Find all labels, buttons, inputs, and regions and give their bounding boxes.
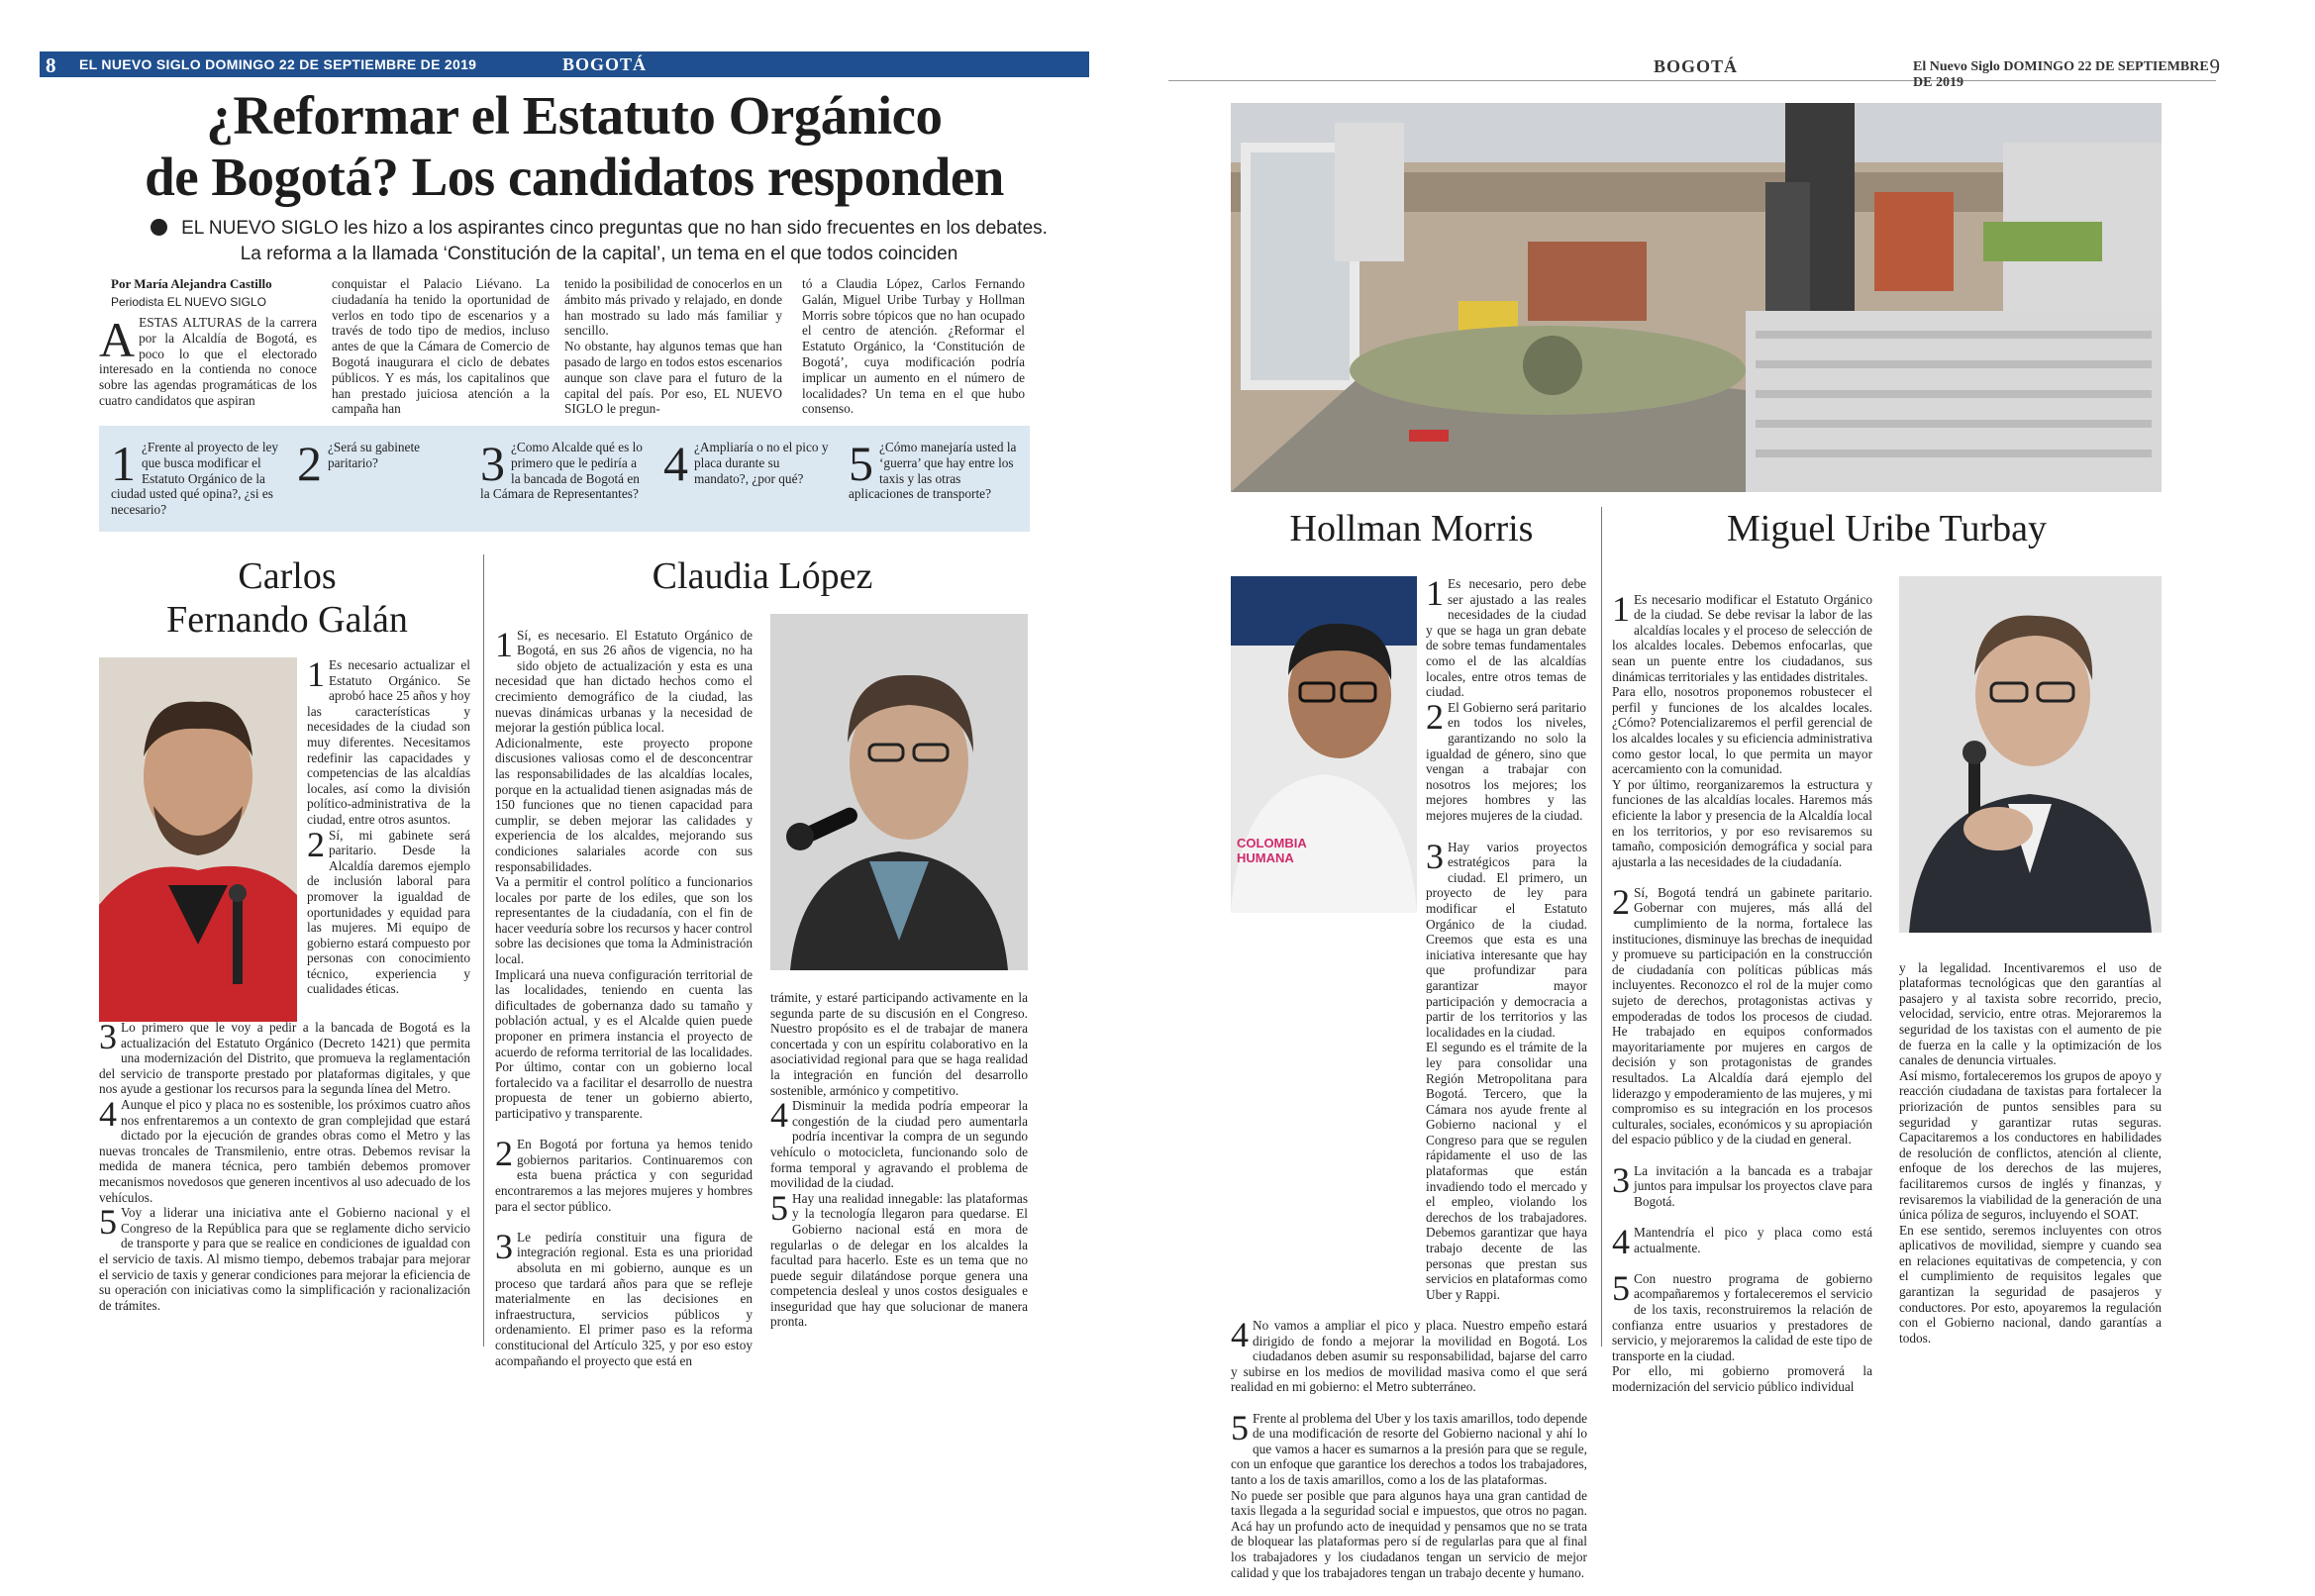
- morris-answer-1: 1 Es necesario, pero debe ser ajustado a las reales necesidades de la ciudad y que se haga un gran debate de sobre temas fundamentales como el de las alcaldías locales, entre otros temas de ciudad.: [1426, 573, 1586, 700]
- morris-answer-5: 5 Frente al problema del Uber y los taxis amarillos, todo depende de una modificación de resorte del Gobierno nacional y ahí lo que vamos a hacer es sumarnos a la presión para que se regule, con un enfoque que garantice los derechos a todos los trabajadores, tanto a los de taxis amarillos, como a los de las plataformas. No puede ser posible que para algunos haya una gran cantidad de taxis llegada a la seguridad social e impuestos, que otros no pagan. Acá hay un profundo acto de inequidad y pensamos que no se trata de bloquear las plataformas pero sí de regularlas para que al final los trabajadores y los ciudadanos tengan un servicio de mejor calidad y que los trabajadores tengan un trabajo decente y humano.: [1231, 1407, 1587, 1580]
- page-number-right: 9: [2209, 54, 2220, 78]
- morris-answer-2: 2 El Gobierno será paritario en todos los niveles, garantizando no solo la igualdad de género, sino que vengan a trabajar con nosotros los mejores; los mejores hombres y las mejores mujeres de la ciudad.: [1426, 696, 1586, 823]
- galan-answers-top: [307, 654, 470, 1022]
- galan-answer-5: 5 Voy a liderar una iniciativa ante el Gobierno nacional y el Congreso de la República para que se reglamente dicho servicio de transporte y para que se realice en condiciones de igualdad con el servicio de taxis. Al mismo tiempo, debemos trabajar para mejorar el servicio de taxis y generar condiciones para mejorar la eficiencia de su operación con iniciativas como la simplificación y racionalización de trámites.: [99, 1202, 470, 1313]
- headline-line-1: ¿Reformar el Estatuto Orgánico: [206, 85, 943, 146]
- intro-column-4: tó a Claudia López, Carlos Fernando Galán, Miguel Uribe Turbay y Hollman Morris sobre tópicos que no han ocupado el centro de atención. ¿Reformar el Estatuto Orgánico, la ‘Constitución de Bogotá’, cuya modificación podría implicar un aumento en el número de localidades? Un tema en el que hubo consenso.: [802, 276, 1025, 417]
- uribe-answers-left: [1612, 576, 1872, 1394]
- lopez-answers-right: [770, 990, 1028, 1347]
- intro-dropcap: A: [99, 312, 136, 367]
- galan-portrait-icon: [99, 657, 297, 1022]
- question-text: ¿Ampliaría o no el pico y placa durante su mandato?, ¿por qué?: [694, 440, 829, 486]
- uribe-photo: [1899, 576, 2162, 933]
- intro-column-1: [99, 312, 317, 417]
- lopez-answer-1: 1 Sí, es necesario. El Estatuto Orgánico de Bogotá, en sus 26 años de vigencia, no ha sido objeto de actualización y esta es una necesidad que han dictado hechos como el crecimiento demográfico de la ciudad, las nuevas dinámicas urbanas y la necesidad de mejorar la gestión pública local. Adicionalmente, este proyecto propone discusiones valiosas como el de desconcentrar las responsabilidades de las alcaldías locales, porque en la actualidad tienen asignadas más de 150 funciones que no tienen capacidad para cumplir, se deben mejorar las calidades y experiencia de los alcaldes, mejorando sus condiciones salariales acorde con sus responsabilidades. Va a permitir el control político a funcionarios locales por parte de los ediles, que son los representantes de la ciudadanía, con el fin de hacer veeduría sobre los recursos y hacer control sobre las decisiones que toma la Administración local. Implicará una nueva configuración territorial de las localidades, teniendo en cuenta las dificultades de gobernanza dado su tamaño y población actual, y es el Alcalde quien puede proponer en primera instancia el proyecto de acuerdo de reforma territorial de las localidades. Por último, contar con un gobierno local fortalecido va a facilitar el desarrollo de nuestra propuesta de tener un gobierno abierto, participativo y transparente.: [495, 624, 753, 1121]
- bogota-aerial-photo: [1231, 103, 2162, 492]
- uribe-answer-5-continued: y la legalidad. Incentivaremos el uso de plataformas tecnológicas que den garantías al pasajero y al taxista sobre recorrido, precio, velocidad, servicio, entre otras. Mejoraremos la seguridad de los taxistas con el aumento de pie de fuerza en la calle y la optimización de los canales de denuncia virtuales. Así mismo, fortaleceremos los grupos de apoyo y reacción ciudadana de taxistas para fortalecer la priorización de puntos sensibles para su seguridad y garantizar rutas seguras. Capacitaremos a los conductores en habilidades de resolución de conflictos, atención al cliente, enfoque de los derechos de las mujeres, facilitaremos cursos de inglés y finanzas, y revisaremos la viabilidad de la generación de una única póliza de seguros, incluyendo el SOAT. En ese sentido, seremos incluyentes con otros aplicativos de movilidad, siempre y cuando sea en relaciones equitativas de competencia, y con el cumplimiento de requisitos legales que garantizan la seguridad de pasajeros y conductores. Por esto, apoyaremos la regulación con el Gobierno nacional, dando garantías a todos.: [1899, 959, 2162, 1346]
- candidate-name-uribe: Miguel Uribe Turbay: [1727, 508, 2047, 549]
- bullet-icon: [151, 219, 167, 236]
- intro-column-2: conquistar el Palacio Liévano. La ciudadanía ha tenido la oportunidad de verlos en todo tipo de escenarios y a través de todo tipo de medios, incluso antes de que la Cámara de Comercio de Bogotá inaugurara el ciclo de debates públicos. Y es más, los capitalinos que han prestado juiciosa atención a la campaña han: [332, 276, 550, 417]
- uribe-answer-5: 5 Con nuestro programa de gobierno acompañaremos y fortaleceremos el servicio de los taxis, reconstruiremos la relación de confianza entre usuarios y prestadores de servicio, y mejoraremos la calidad de este tipo de transporte en la ciudad. Por ello, mi gobierno promoverá la modernización del servicio público individual: [1612, 1267, 1872, 1394]
- subheadline-line-2: La reforma a la llamada ‘Constitución de la capital’, un tema en el que todos coinciden: [240, 244, 958, 264]
- lopez-answer-2: 2 En Bogotá por fortuna ya hemos tenido gobiernos paritarios. Continuaremos con esta buena práctica y con seguridad encontraremos a las mejores mujeres y hombres para el sector público.: [495, 1134, 753, 1214]
- section-name-left: BOGOTÁ: [562, 54, 648, 74]
- galan-answer-1: 1 Es necesario actualizar el Estatuto Orgánico. Se aprobó hace 25 años y hoy las características y necesidades de la ciudad son muy diferentes. Necesitamos redefinir las capacidades y competencias de las alcaldías locales, así como la división político-administrativa de la ciudad, entre otros asuntos.: [307, 654, 470, 827]
- uribe-portrait-icon: [1899, 576, 2162, 933]
- byline-role: Periodista EL NUEVO SIGLO: [111, 295, 266, 309]
- galan-answer-4: 4 Aunque el pico y placa no es sostenible, los próximos cuatro años nos enfrentaremos a un contexto de gran complejidad que estará dictado por la ejecución de grandes obras como el Metro y las nuevas troncales de Transmilenio, entre otras. Debemos revisar la medida de manera técnica, pero también debemos promover mecanismos novedosos que generen incentivos al uso adecuado de los vehículos.: [99, 1093, 470, 1205]
- column-divider: [1601, 507, 1602, 1347]
- question-number: 1: [111, 436, 136, 491]
- subheadline: [124, 216, 1074, 267]
- question-number: 5: [849, 436, 873, 491]
- city-skyline-icon: [1231, 103, 2162, 492]
- section-name-right: BOGOTÁ: [1654, 56, 1739, 76]
- lopez-photo: [770, 614, 1028, 970]
- question-3: [480, 436, 649, 502]
- morris-shirt-logo: COLOMBIA HUMANA: [1237, 836, 1307, 865]
- lopez-portrait-icon: [770, 614, 1028, 970]
- headline-line-2: de Bogotá? Los candidatos responden: [145, 147, 1004, 207]
- question-number: 3: [480, 436, 505, 491]
- uribe-answer-3: 3 La invitación a la bancada es a trabajar juntos para impulsar los proyectos clave para Bogotá.: [1612, 1159, 1872, 1209]
- galan-answers-bottom: [99, 1017, 470, 1347]
- galan-name-line-1: Carlos: [238, 555, 337, 597]
- lopez-answer-5: 5 Hay una realidad innegable: las plataformas y la tecnología llegaron para quedarse. El Gobierno nacional está en mora de regularlas o de delegar en los alcaldes la facultad para hacerlo. Este es un tema que no puede seguir dilatándose porque genera una competencia desleal y unos costos desiguales e inseguridad que hay que solucionar de manera pronta.: [770, 1187, 1028, 1330]
- morris-answer-4: 4 No vamos a ampliar el pico y placa. Nuestro empeño estará dirigido de fondo a mejorar la movilidad en Bogotá. Los ciudadanos deben asumir su responsabilidad, bajarse del carro y subirse en los medios de movilidad masiva como el que será realidad en mi gobierno: el Metro subterráneo.: [1231, 1315, 1587, 1395]
- right-page-header: [1168, 53, 2220, 90]
- question-5: [849, 436, 1022, 502]
- uribe-answer-1: 1 Es necesario modificar el Estatuto Orgánico de la ciudad. Se debe revisar la labor de las alcaldías locales y el proceso de selección de los alcaldes locales. Debemos enfocarlas, que sean un puente entre los ciudadanos, sus dinámicas territoriales y las entidades distritales. Para ello, nosotros proponemos robustecer el perfil y funciones de los alcaldes locales. ¿Cómo? Potencializaremos el perfil gerencial de los alcaldes locales y su eficiencia administrativa como gestor local, lo que permita un mayor acercamiento con la comunidad. Y por último, reorganizaremos la estructura y funciones de las alcaldías locales. Haremos más eficiente la labor y presencia de la Alcaldía local en los territorios, y por eso revisaremos su tamaño, composición demográfica y social para ajustarla a las necesidades de la ciudadanía.: [1612, 588, 1872, 869]
- uribe-answer-2: 2 Sí, Bogotá tendrá un gabinete paritario. Gobernar con mujeres, más allá del cumplimiento de la norma, fortalece las instituciones, disminuye las brechas de inequidad y promueve su participación en la construcción de ciudadanía con políticas públicas más incluyentes. Reconozco el rol de la mujer como sujeto de derechos, protagonistas activas y empoderadas de todos los procesos de ciudad. He trabajado en equipos conformados mayoritariamente por mujeres en cargos de decisión y son protagonistas de grandes resultados. La Alcaldía dará ejemplo del liderazgo y empoderamiento de las mujeres, y mi compromiso es su integración en los procesos culturales, sociales, económicos y su apropiación del espacio público y de la ciudad en general.: [1612, 881, 1872, 1147]
- main-headline: [59, 85, 1089, 208]
- lopez-answer-4: 4 Disminuir la medida podría empeorar la congestión de la ciudad pero aumentarla podría incentivar la compra de un segundo vehículo o motocicleta, funcionando solo de forma temporal y agravando el problema de movilidad de la ciudad.: [770, 1095, 1028, 1191]
- lopez-answer-3-continued: trámite, y estaré participando activamente en la segunda parte de su discusión en el Congreso. Nuestro propósito es el de trabajar de manera concertada y con un espíritu colaborativo en la asociatividad regional para que se haga realidad la integración en función del desarrollo sostenible, armónico y competitivo.: [770, 990, 1028, 1098]
- left-page-header: [40, 51, 1089, 77]
- question-text: ¿Cómo manejaría usted la ‘guerra’ que hay entre los taxis y las otras aplicaciones de transporte?: [849, 440, 1017, 502]
- galan-photo: [99, 657, 297, 1022]
- intro-column-3: tenido la posibilidad de conocerlos en un ámbito más privado y relajado, en donde han mostrado su lado más familiar y sencillo. No obstante, hay algunos temas que han pasado de largo en todos estos escenarios aunque son clave para el futuro de la capital del país. Por eso, EL NUEVO SIGLO le pregun-: [564, 276, 782, 417]
- candidate-name-galan: [99, 554, 475, 642]
- question-text: ¿Frente al proyecto de ley que busca modificar el Estatuto Orgánico de la ciudad usted qué opina?, ¿si es necesario?: [111, 440, 279, 518]
- newspaper-dateline-left: EL NUEVO SIGLO DOMINGO 22 DE SEPTIEMBRE DE 2019: [79, 56, 477, 72]
- candidate-name-morris: Hollman Morris: [1289, 508, 1534, 549]
- intro-column-1-text: ESTAS ALTURAS de la carrera por la Alcaldía de Bogotá, es poco lo que el electorado interesado en la contienda no conoce sobre las agendas programáticas de los cuatro candidatos que aspiran: [99, 315, 317, 408]
- question-4: [663, 436, 837, 491]
- page-number-left: 8: [46, 53, 56, 77]
- question-text: ¿Será su gabinete paritario?: [328, 440, 421, 470]
- question-number: 4: [663, 436, 688, 491]
- morris-answer-3: 3 Hay varios proyectos estratégicos para la ciudad. El primero, un proyecto de ley para modificar el Estatuto Orgánico de la ciudad. Creemos que esta es una iniciativa interesante que hay que profundizar para garantizar mayor participación y democracia a partir de los territorios y las localidades en la ciudad. El segundo es el trámite de la ley para consolidar una Región Metropolitana para Bogotá. Tercero, que la Cámara nos ayude frente al Gobierno nacional y el Congreso para que se regulen rápidamente el uso de las plataformas que están invadiendo todo el mercado y el empleo, violando los derechos de los trabajadores. Debemos garantizar que haya trabajo decente de las personas que prestan sus servicios en plataformas como Uber y Rappi.: [1426, 836, 1587, 1302]
- lopez-answer-3: 3 Le pediría constituir una figura de integración regional. Esta es una prioridad absoluta en mi gobierno, aunque es un proceso que tardará años para que se refleje materialmente en las decisiones en infraestructura, servicios públicos y ordenamiento. El primer paso es la reforma constitucional del Artículo 325, y por eso estoy acompañando el proyecto que está en: [495, 1226, 753, 1368]
- byline-author: Por María Alejandra Castillo: [111, 276, 272, 291]
- candidate-name-lopez: Claudia López: [652, 555, 873, 597]
- newspaper-dateline-right: El Nuevo Siglo DOMINGO 22 DE SEPTIEMBRE DE 2019: [1913, 59, 2209, 90]
- galan-answer-3: 3 Lo primero que le voy a pedir a la bancada de Bogotá es la actualización del Estatuto Orgánico (Decreto 1421) que permita una modernización del Distrito, que promueva la reglamentación del servicio de transporte prestado por plataformas digitales, y que nos ayude a gestionar los recursos para la segunda línea del Metro.: [99, 1017, 470, 1097]
- question-2: [297, 436, 465, 491]
- questions-box: [99, 426, 1030, 532]
- question-text: ¿Como Alcalde qué es lo primero que le pediría a la bancada de Bogotá en la Cámara de Representantes?: [480, 440, 643, 502]
- lopez-answers-left: [495, 612, 753, 1368]
- uribe-answer-4: 4 Mantendría el pico y placa como está actualmente.: [1612, 1221, 1872, 1261]
- subheadline-line-1: EL NUEVO SIGLO les hizo a los aspirantes cinco preguntas que no han sido frecuentes en los debates.: [181, 218, 1048, 239]
- uribe-answers-right: [1899, 945, 2162, 1347]
- question-1: [111, 436, 284, 518]
- column-divider: [483, 554, 484, 1347]
- galan-answer-2: 2 Sí, mi gabinete será paritario. Desde la Alcaldía daremos ejemplo de inclusión laboral para promover la igualdad de oportunidades y equidad para las mujeres. Mi equipo de gobierno estará compuesto por personas con conocimiento técnico, experiencia y cualidades éticas.: [307, 824, 470, 997]
- morris-answers-bottom: [1231, 824, 1587, 1580]
- question-number: 2: [297, 436, 322, 491]
- galan-name-line-2: Fernando Galán: [166, 599, 408, 641]
